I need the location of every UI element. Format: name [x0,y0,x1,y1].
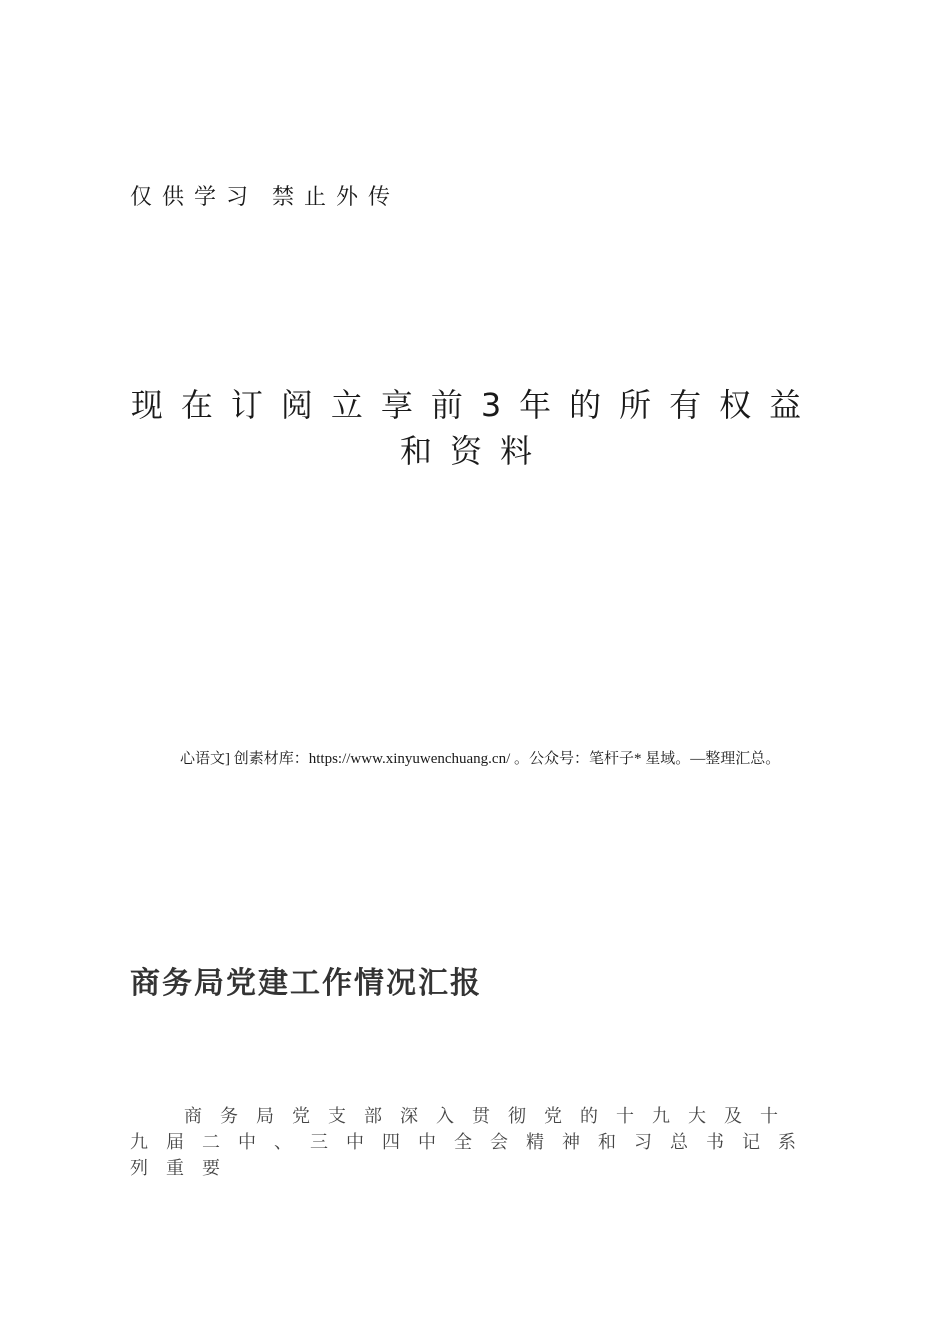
subscription-promo [130,382,820,474]
promo-line-2: 和资料 [399,432,550,470]
distribution-notice [130,180,400,211]
notice-study-only: 仅供学习 [130,185,259,210]
document-title: 商务局党建工作情况汇报 [130,966,482,1001]
document-body: 商务局党支部深入贯彻党的十九大及十九届二中、三中四中全会精神和习总书记系列重要 [130,1106,814,1179]
source-note: 心语文] 创素材库：https://www.xinyuwenchuang.cn/ 。公众号：笔杆子* 星域。—整理汇总。 [180,751,781,767]
promo-line-1: 现在订阅立享前3年的所有权益 [130,386,820,424]
notice-no-distribution: 禁止外传 [272,185,401,210]
